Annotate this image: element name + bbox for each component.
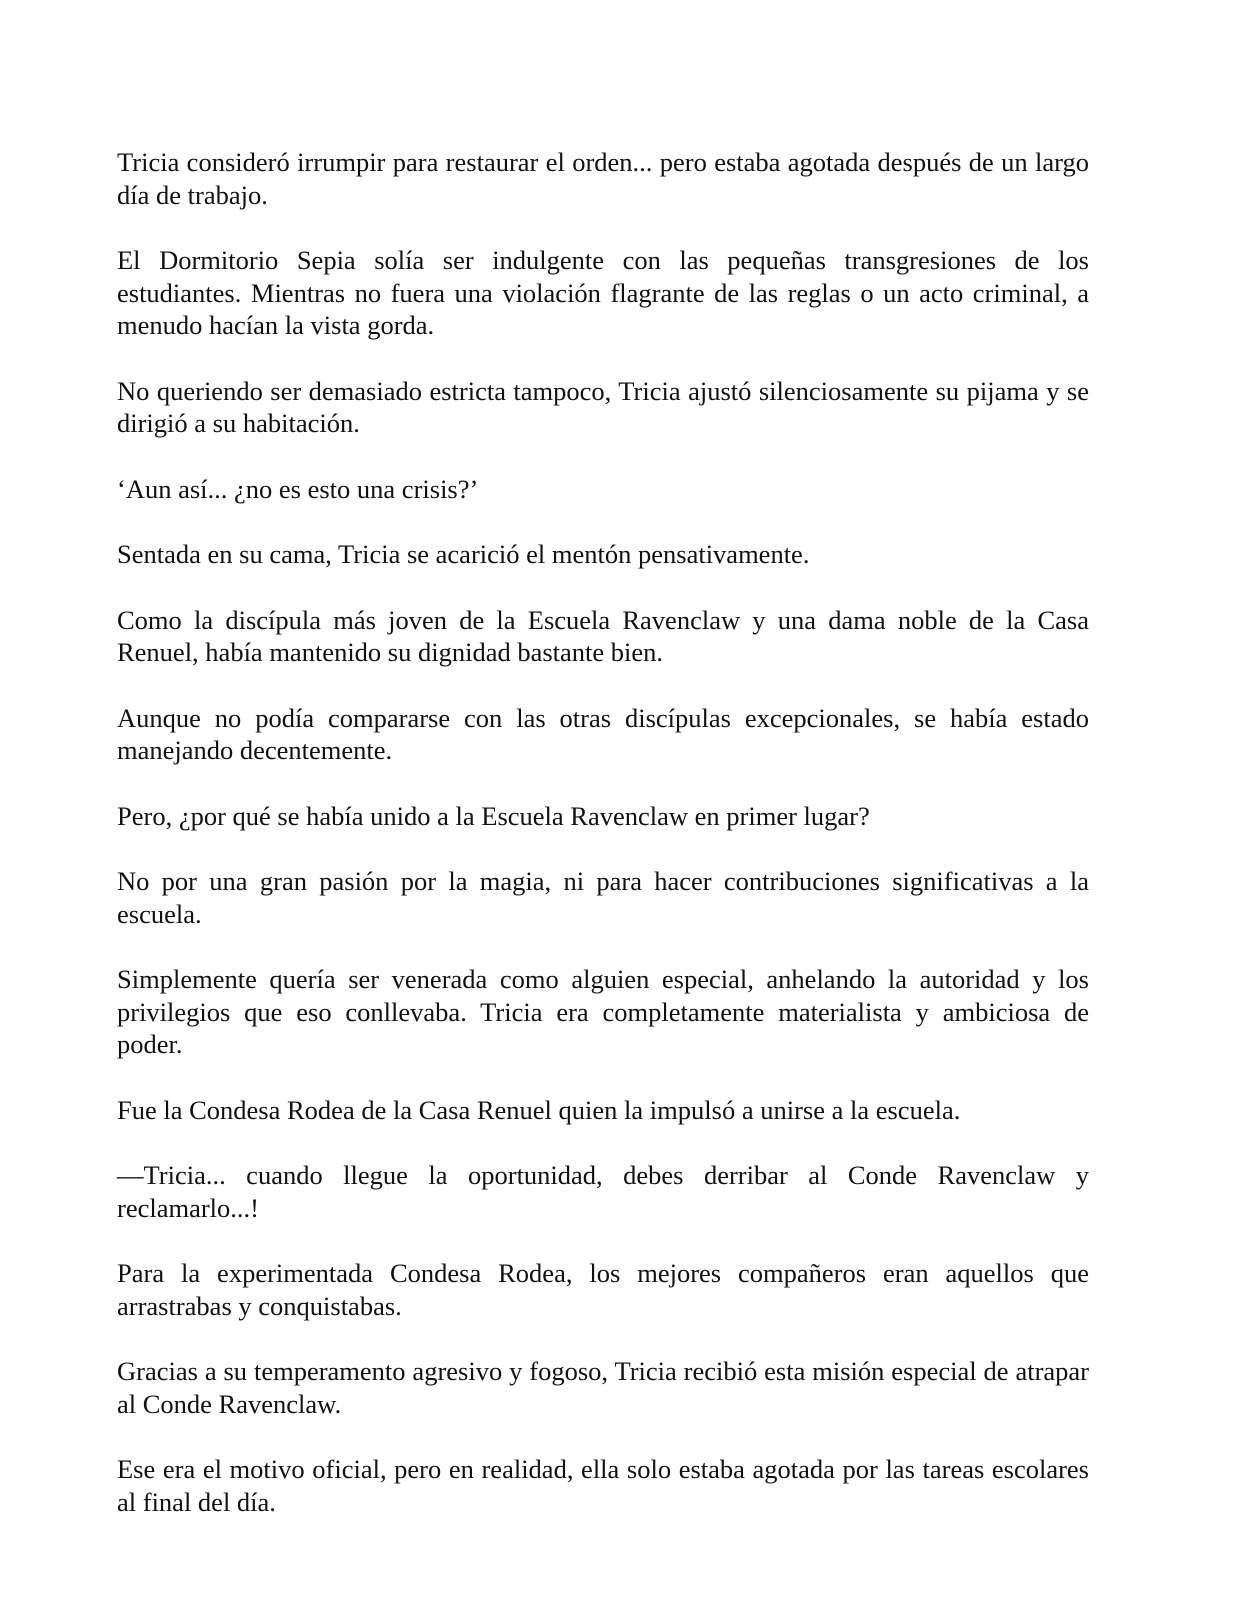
paragraph: Para la experimentada Condesa Rodea, los mejores compañeros eran aquellos que arrastrabas y conquistabas. bbox=[117, 1258, 1089, 1321]
paragraph: Tricia consideró irrumpir para restaurar el orden... pero estaba agotada después de un largo día de trabajo. bbox=[117, 147, 1089, 210]
paragraph: No queriendo ser demasiado estricta tampoco, Tricia ajustó silenciosamente su pijama y se dirigió a su habitación. bbox=[117, 375, 1089, 438]
paragraph: —Tricia... cuando llegue la oportunidad, debes derribar al Conde Ravenclaw y reclamarlo...! bbox=[117, 1160, 1089, 1223]
paragraph: ‘Aun así... ¿no es esto una crisis?’ bbox=[117, 473, 479, 504]
paragraph: Pero, ¿por qué se había unido a la Escuela Ravenclaw en primer lugar? bbox=[117, 800, 870, 831]
paragraph: No por una gran pasión por la magia, ni para hacer contribuciones significativas a la escuela. bbox=[117, 866, 1089, 929]
paragraph: Como la discípula más joven de la Escuela Ravenclaw y una dama noble de la Casa Renuel, había mantenido su dignidad bastante bien. bbox=[117, 604, 1089, 667]
document-page bbox=[117, 146, 1089, 1551]
paragraph: Ese era el motivo oficial, pero en realidad, ella solo estaba agotada por las tareas escolares al final del día. bbox=[117, 1454, 1089, 1517]
paragraph: Fue la Condesa Rodea de la Casa Renuel quien la impulsó a unirse a la escuela. bbox=[117, 1094, 961, 1125]
paragraph: El Dormitorio Sepia solía ser indulgente con las pequeñas transgresiones de los estudiantes. Mientras no fuera una violación flagrante de las reglas o un acto criminal, a menudo hacían la vista gorda. bbox=[117, 245, 1089, 340]
paragraph: Aunque no podía compararse con las otras discípulas excepcionales, se había estado manejando decentemente. bbox=[117, 702, 1089, 765]
paragraph: Sentada en su cama, Tricia se acarició el mentón pensativamente. bbox=[117, 539, 810, 569]
paragraph: Simplemente quería ser venerada como alguien especial, anhelando la autoridad y los privilegios que eso conllevaba. Tricia era completamente materialista y ambiciosa de poder. bbox=[117, 964, 1089, 1059]
paragraph: Gracias a su temperamento agresivo y fogoso, Tricia recibió esta misión especial de atrapar al Conde Ravenclaw. bbox=[117, 1356, 1089, 1419]
